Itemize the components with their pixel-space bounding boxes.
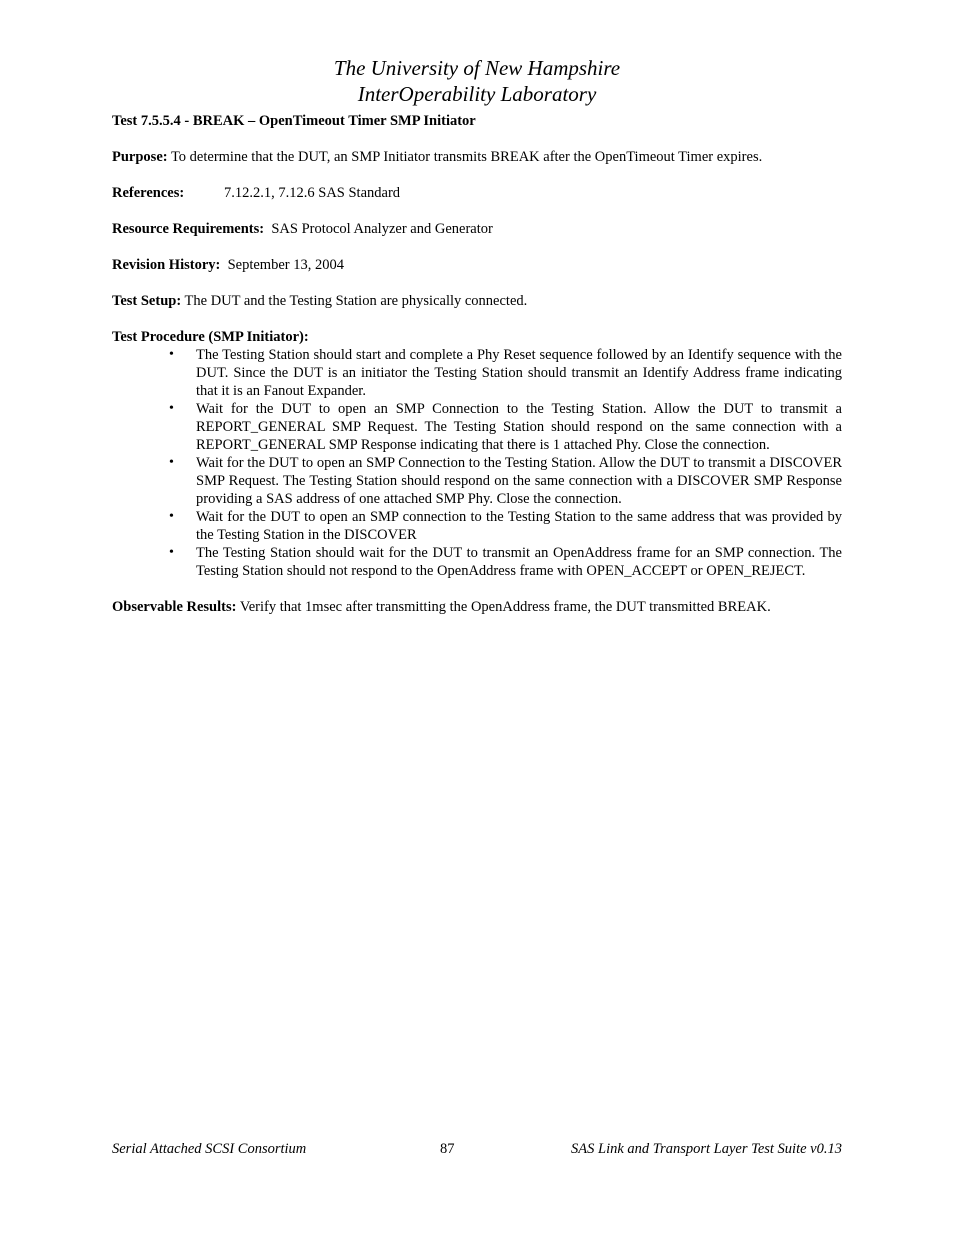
bullet-icon: • — [169, 455, 174, 470]
header-lab: InterOperability Laboratory — [357, 82, 597, 106]
setup-section — [112, 292, 842, 310]
results-text: Verify that 1msec after transmitting the OpenAddress frame, the DUT transmitted BREAK. — [236, 599, 771, 615]
list-item — [112, 508, 842, 544]
references-text: 7.12.2.1, 7.12.6 SAS Standard — [224, 185, 401, 201]
results-section — [112, 598, 842, 616]
step-text: Wait for the DUT to open an SMP Connection to the Testing Station. Allow the DUT to transmit a REPORT_GENERAL SMP Request. The Testing Station should respond on the same connection with a REPORT_GENERAL SMP Response indicating that there is 1 attached Phy. Close the connection. — [196, 401, 842, 453]
purpose-label: Purpose: — [112, 149, 168, 165]
purpose-text: To determine that the DUT, an SMP Initiator transmits BREAK after the OpenTimeout Timer expires. — [167, 149, 763, 165]
bullet-icon: • — [169, 401, 174, 416]
page-header — [0, 55, 954, 107]
step-text: The Testing Station should wait for the DUT to transmit an OpenAddress frame for an SMP connection. The Testing Station should not respond to the OpenAddress frame with OPEN_ACCEPT or OPEN_REJECT. — [196, 545, 842, 579]
list-item — [112, 400, 842, 454]
setup-text: The DUT and the Testing Station are physically connected. — [181, 293, 528, 309]
resources-text: SAS Protocol Analyzer and Generator — [264, 221, 493, 237]
bullet-icon: • — [169, 509, 174, 524]
page-number: 87 — [440, 1141, 455, 1157]
results-label: Observable Results: — [112, 599, 237, 615]
step-text: Wait for the DUT to open an SMP connection to the Testing Station to the same address that was provided by the Testing Station in the DISCOVER — [196, 509, 842, 543]
list-item — [112, 454, 842, 508]
references-label: References: — [112, 185, 185, 201]
resources-label: Resource Requirements: — [112, 221, 265, 237]
footer-consortium: Serial Attached SCSI Consortium — [112, 1141, 307, 1157]
list-item — [112, 544, 842, 580]
step-text: Wait for the DUT to open an SMP Connection to the Testing Station. Allow the DUT to transmit a DISCOVER SMP Request. The Testing Station should respond on the same connection with a DISCOVER SMP Response providing a SAS address of one attached SMP Phy. Close the connection. — [196, 455, 842, 507]
purpose-section — [112, 148, 842, 166]
procedure-steps — [112, 346, 842, 580]
bullet-icon: • — [169, 347, 174, 362]
revision-text: September 13, 2004 — [220, 257, 344, 273]
footer-suite-title: SAS Link and Transport Layer Test Suite v0.13 — [571, 1141, 842, 1157]
header-university: The University of New Hampshire — [333, 56, 621, 80]
setup-label: Test Setup: — [112, 293, 182, 309]
step-text: The Testing Station should start and complete a Phy Reset sequence followed by an Identify sequence with the DUT. Since the DUT is an initiator the Testing Station should transmit an Identify Address frame indicating that it is an Fanout Expander. — [196, 347, 842, 399]
procedure-title: Test Procedure (SMP Initiator): — [112, 329, 309, 345]
revision-label: Revision History: — [112, 257, 221, 273]
resources-section — [112, 220, 842, 238]
bullet-icon: • — [169, 545, 174, 560]
references-section — [112, 184, 842, 202]
test-title: Test 7.5.5.4 - BREAK – OpenTimeout Timer SMP Initiator — [112, 113, 476, 129]
document-body — [112, 112, 842, 634]
list-item — [112, 346, 842, 400]
revision-section — [112, 256, 842, 274]
